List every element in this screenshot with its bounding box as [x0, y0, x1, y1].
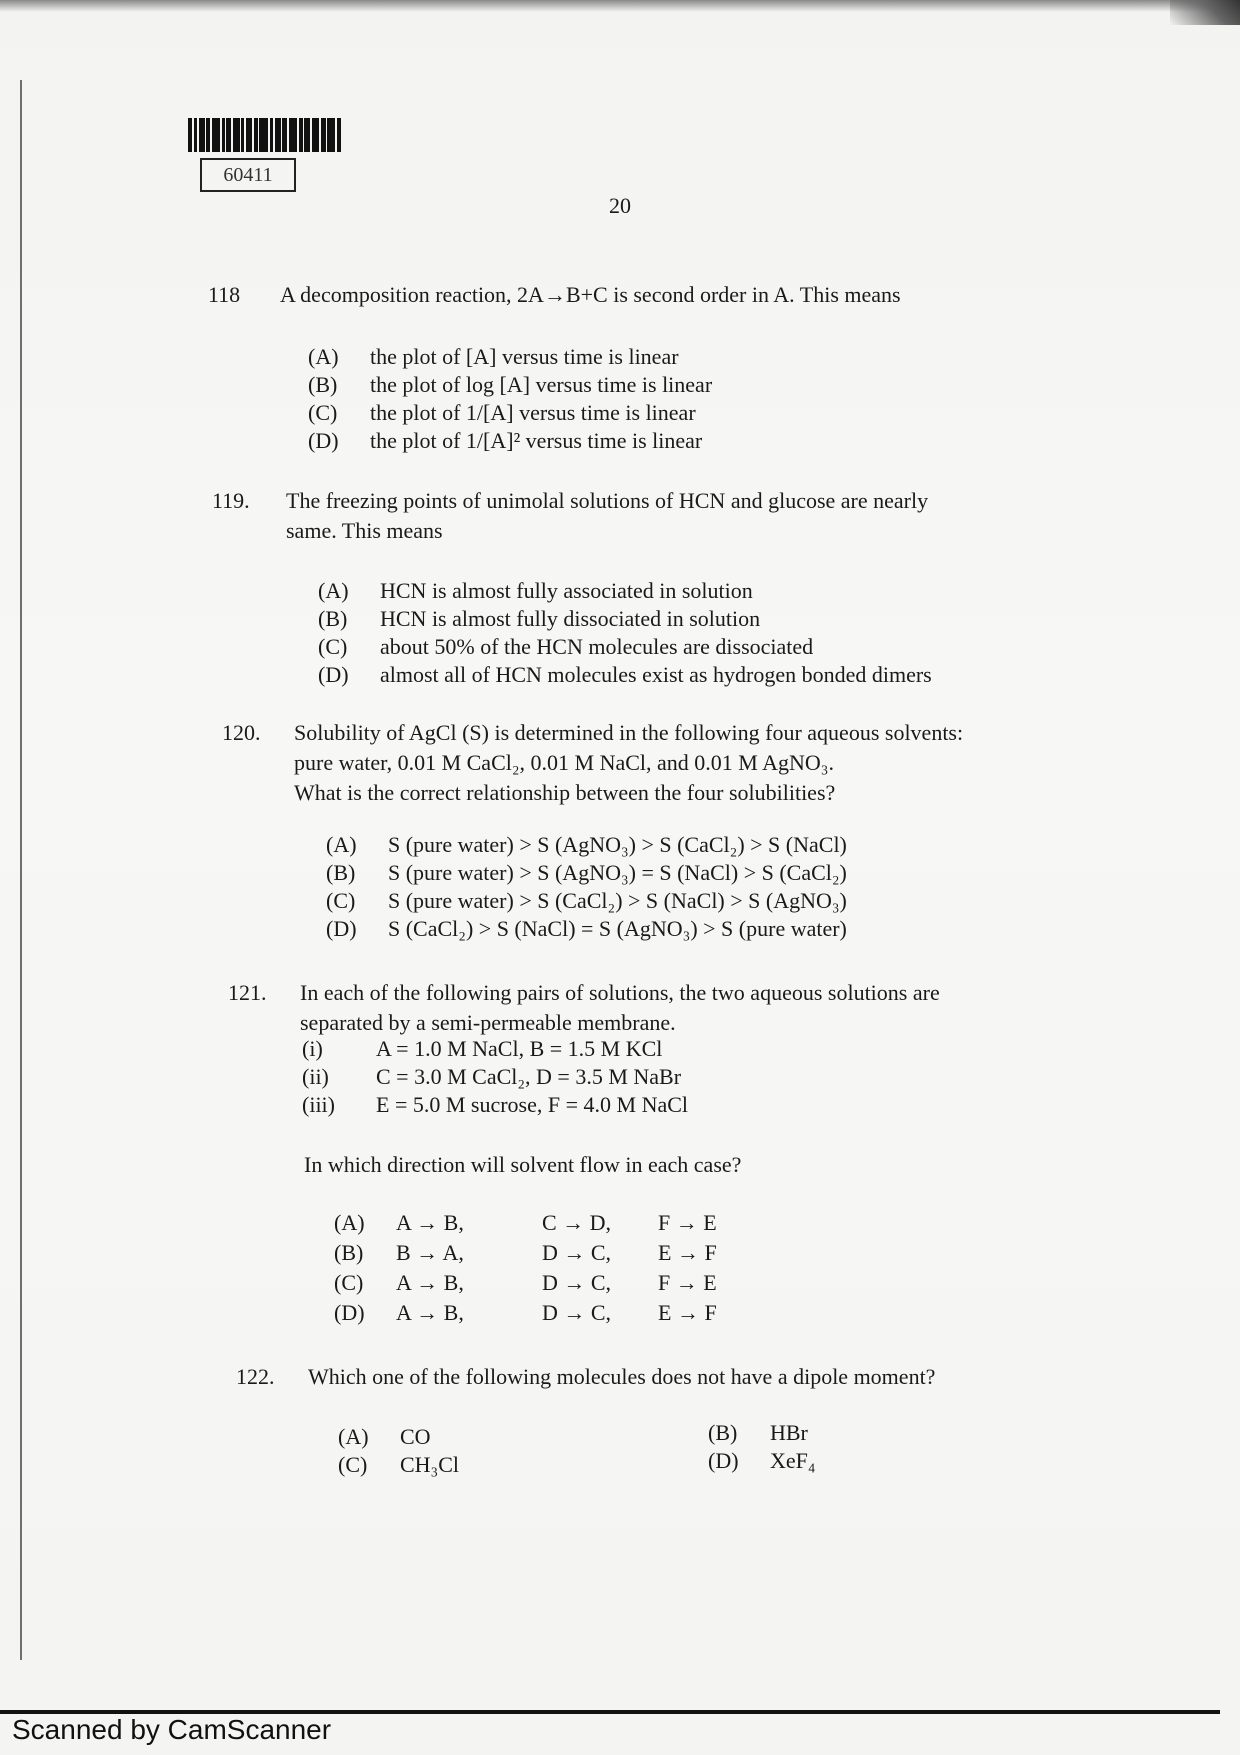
option-label: (D): [326, 916, 357, 941]
option-label: (D): [318, 662, 349, 687]
question-text: [308, 1362, 935, 1392]
question-line: separated by a semi-permeable membrane.: [300, 1010, 676, 1035]
option-row[interactable]: [308, 428, 702, 454]
question-number: 122.: [236, 1364, 275, 1389]
option-text: HCN is almost fully dissociated in solution: [380, 606, 761, 631]
option-label: (B): [326, 860, 356, 885]
option-label: (B): [708, 1420, 738, 1445]
question-text: [300, 978, 940, 1038]
option-row[interactable]: [308, 400, 696, 426]
page-number: 20: [609, 193, 631, 218]
option-row[interactable]: [326, 888, 847, 914]
option-row[interactable]: [326, 916, 847, 942]
option-text: almost all of HCN molecules exist as hydrogen bonded dimers: [380, 662, 932, 687]
scan-top-shadow: [0, 0, 1240, 12]
scan-corner-shadow: [1170, 0, 1240, 25]
question-line: Which one of the following molecules does not have a dipole moment?: [308, 1364, 936, 1389]
pair-row: [302, 1064, 681, 1090]
option-text: S (pure water) > S (AgNO₃) > S (CaCl₂) > S (NaCl): [388, 832, 847, 857]
option-pair-1: A → B,: [396, 1270, 464, 1295]
option-row[interactable]: [708, 1420, 808, 1446]
option-pair-2: D → C,: [542, 1270, 612, 1295]
option-label: (A): [326, 832, 357, 857]
option-pair-2: D → C,: [542, 1300, 612, 1325]
question-line: pure water, 0.01 M CaCl₂, 0.01 M NaCl, and 0.01 M AgNO₃.: [294, 750, 834, 775]
option-label: (C): [326, 888, 356, 913]
option-text: the plot of [A] versus time is linear: [370, 344, 679, 369]
question-number: 121.: [228, 980, 267, 1005]
option-label: (C): [318, 634, 348, 659]
barcode: [188, 118, 356, 152]
question-line: What is the correct relationship between the four solubilities?: [294, 780, 836, 805]
option-label: (A): [318, 578, 349, 603]
option-pair-3: E → F: [658, 1240, 717, 1265]
option-text: about 50% of the HCN molecules are dissociated: [380, 634, 814, 659]
option-pair-1: A → B,: [396, 1210, 464, 1235]
option-label: (B): [318, 606, 348, 631]
pair-label: (ii): [302, 1064, 329, 1089]
option-label: (D): [308, 428, 339, 453]
option-text: the plot of 1/[A] versus time is linear: [370, 400, 696, 425]
option-pair-1: B → A,: [396, 1240, 464, 1265]
pair-text: A = 1.0 M NaCl, B = 1.5 M KCl: [376, 1036, 663, 1061]
option-label: (A): [334, 1210, 365, 1235]
question-line: The freezing points of unimolal solutions of HCN and glucose are nearly: [286, 488, 929, 513]
pair-row: [302, 1036, 662, 1062]
option-row[interactable]: [708, 1448, 816, 1474]
option-label: (A): [338, 1424, 369, 1449]
option-label: (B): [334, 1240, 364, 1265]
option-text: S (pure water) > S (CaCl₂) > S (NaCl) > S (AgNO₃): [388, 888, 847, 913]
option-row[interactable]: [334, 1210, 717, 1236]
option-row[interactable]: [334, 1240, 717, 1266]
option-text: XeF₄: [770, 1448, 816, 1473]
option-row[interactable]: [334, 1270, 717, 1296]
option-row[interactable]: [318, 606, 760, 632]
question-number: 118: [208, 282, 241, 307]
option-row[interactable]: [338, 1452, 459, 1478]
question-line: A decomposition reaction, 2A→B+C is second order in A. This means: [280, 282, 901, 307]
option-text: the plot of log [A] versus time is linear: [370, 372, 713, 397]
scanner-watermark: Scanned by CamScanner: [12, 1714, 332, 1745]
option-pair-2: D → C,: [542, 1240, 612, 1265]
option-text: HBr: [770, 1420, 808, 1445]
option-text: S (CaCl₂) > S (NaCl) = S (AgNO₃) > S (pure water): [388, 916, 847, 941]
option-pair-2: C → D,: [542, 1210, 612, 1235]
option-label: (D): [708, 1448, 739, 1473]
option-row[interactable]: [318, 578, 753, 604]
option-pair-3: F → E: [658, 1270, 717, 1295]
option-label: (D): [334, 1300, 365, 1325]
question-line: same. This means: [286, 518, 443, 543]
option-text: CH₃Cl: [400, 1452, 460, 1477]
option-text: HCN is almost fully associated in solution: [380, 578, 753, 603]
option-row[interactable]: [318, 634, 813, 660]
option-label: (C): [338, 1452, 368, 1477]
option-text: the plot of 1/[A]² versus time is linear: [370, 428, 703, 453]
pair-text: E = 5.0 M sucrose, F = 4.0 M NaCl: [376, 1092, 689, 1117]
page-left-edge: [20, 80, 22, 1660]
question-number: 120.: [222, 720, 261, 745]
sub-question: In which direction will solvent flow in each case?: [304, 1152, 742, 1177]
option-row[interactable]: [318, 662, 932, 688]
option-pair-3: E → F: [658, 1300, 717, 1325]
question-line: In each of the following pairs of solutions, the two aqueous solutions are: [300, 980, 940, 1005]
option-row[interactable]: [308, 372, 712, 398]
option-label: (C): [334, 1270, 364, 1295]
option-pair-1: A → B,: [396, 1300, 464, 1325]
option-row[interactable]: [338, 1424, 431, 1450]
question-text: [286, 486, 928, 546]
question-line: Solubility of AgCl (S) is determined in the following four aqueous solvents:: [294, 720, 964, 745]
option-row[interactable]: [308, 344, 679, 370]
option-label: (A): [308, 344, 339, 369]
paper-code: 60411: [200, 158, 296, 192]
pair-label: (i): [302, 1036, 323, 1061]
option-label: (B): [308, 372, 338, 397]
option-row[interactable]: [334, 1300, 717, 1326]
pair-label: (iii): [302, 1092, 335, 1117]
pair-text: C = 3.0 M CaCl₂, D = 3.5 M NaBr: [376, 1064, 682, 1089]
option-row[interactable]: [326, 832, 847, 858]
pair-row: [302, 1092, 688, 1118]
question-text: [294, 718, 963, 808]
question-number: 119.: [212, 488, 250, 513]
option-pair-3: F → E: [658, 1210, 717, 1235]
option-row[interactable]: [326, 860, 847, 886]
option-label: (C): [308, 400, 338, 425]
question-text: [280, 280, 901, 310]
option-text: CO: [400, 1424, 431, 1449]
option-text: S (pure water) > S (AgNO₃) = S (NaCl) > S (CaCl₂): [388, 860, 847, 885]
